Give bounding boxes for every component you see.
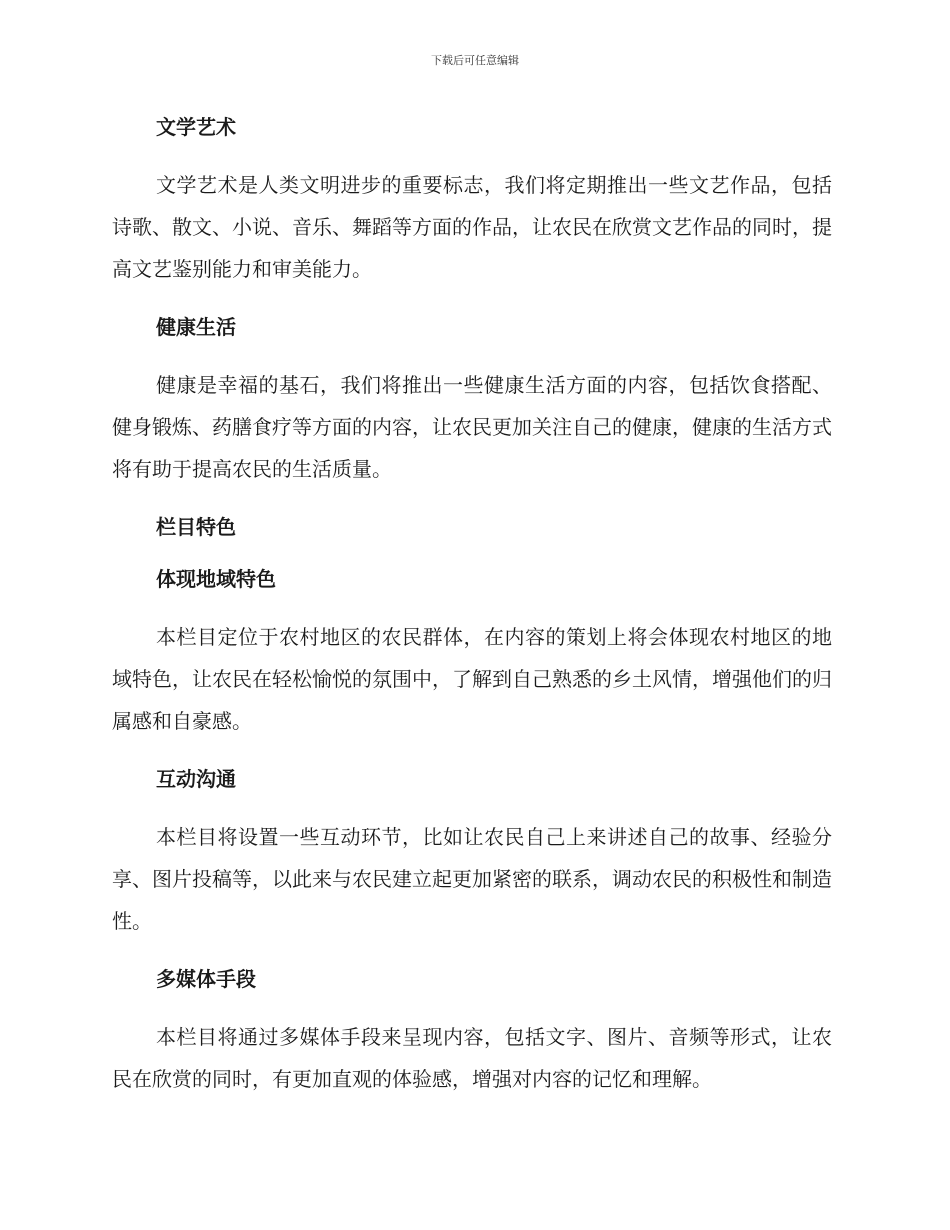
section-paragraph: 本栏目定位于农村地区的农民群体，在内容的策划上将会体现农村地区的地域特色，让农民在轻松愉悦的氛围中，了解到自己熟悉的乡土风情，增强他们的归属感和自豪感。 — [112, 625, 832, 733]
section-heading: 多媒体手段 — [156, 967, 256, 991]
section-paragraph: 文学艺术是人类文明进步的重要标志，我们将定期推出一些文艺作品，包括诗歌、散文、小说、音乐、舞蹈等方面的作品，让农民在欣赏文艺作品的同时，提高文艺鉴别能力和审美能力。 — [112, 173, 832, 281]
document-body — [112, 110, 832, 1122]
page-header: 下载后可任意编辑 — [431, 54, 519, 67]
section-heading: 栏目特色 — [156, 515, 236, 539]
section-heading: 互动沟通 — [156, 767, 236, 791]
section-paragraph: 本栏目将通过多媒体手段来呈现内容，包括文字、图片、音频等形式，让农民在欣赏的同时，有更加直观的体验感，增强对内容的记忆和理解。 — [112, 1025, 832, 1091]
section-paragraph: 健康是幸福的基石，我们将推出一些健康生活方面的内容，包括饮食搭配、健身锻炼、药膳食疗等方面的内容，让农民更加关注自己的健康，健康的生活方式将有助于提高农民的生活质量。 — [112, 373, 832, 481]
section-heading: 文学艺术 — [156, 115, 236, 139]
section-paragraph: 本栏目将设置一些互动环节，比如让农民自己上来讲述自己的故事、经验分享、图片投稿等，以此来与农民建立起更加紧密的联系，调动农民的积极性和制造性。 — [112, 825, 832, 933]
section-heading: 体现地域特色 — [156, 567, 276, 591]
section-heading: 健康生活 — [156, 315, 236, 339]
